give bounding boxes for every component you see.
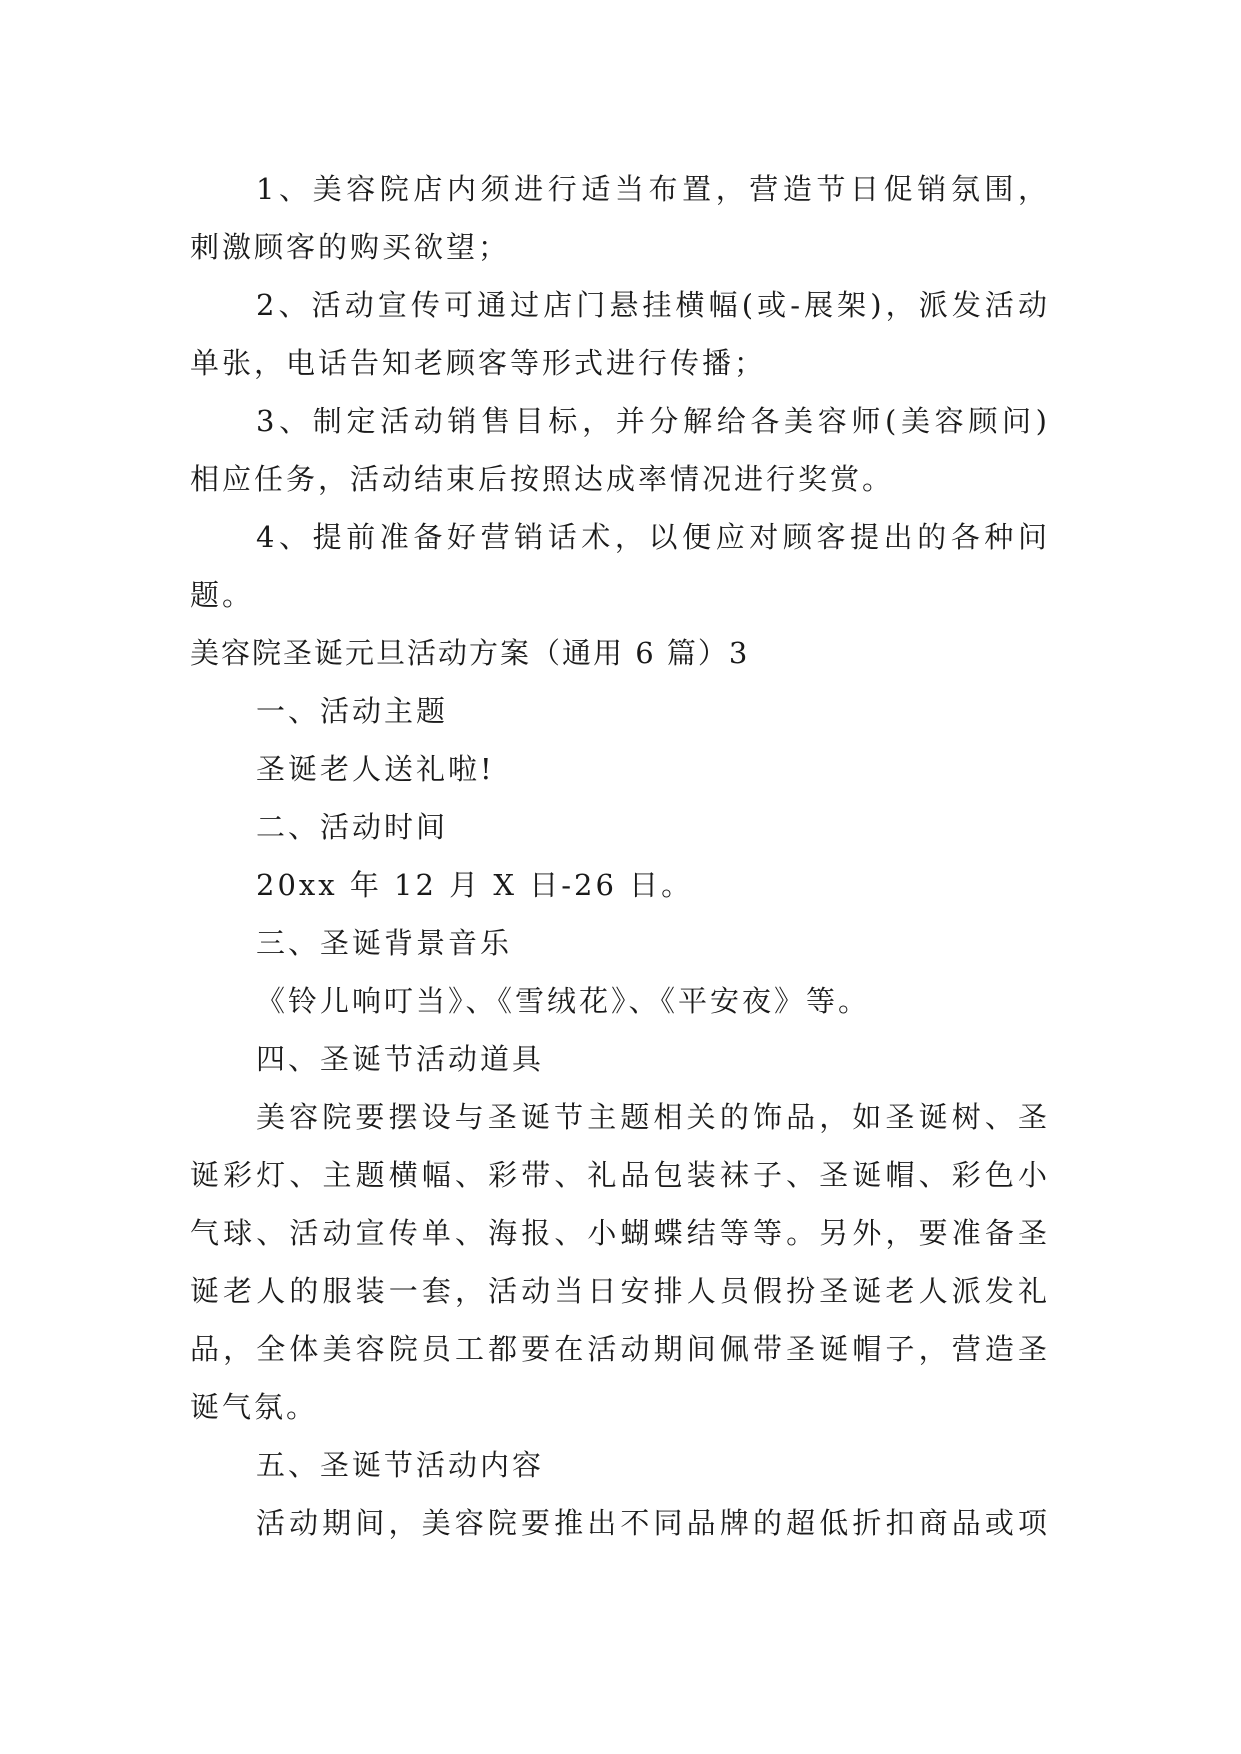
paragraph-line: 品，全体美容院员工都要在活动期间佩带圣诞帽子，营造圣: [190, 1332, 1050, 1366]
paragraph-line: 《铃儿响叮当》、《雪绒花》、《平安夜》等。: [256, 984, 871, 1018]
section-heading: 一、活动主题: [256, 694, 449, 728]
paragraph-line: 题。: [190, 578, 255, 612]
paragraph-line: 4、提前准备好营销话术，以便应对顾客提出的各种问: [256, 520, 1050, 554]
paragraph-line: 圣诞老人送礼啦!: [256, 752, 495, 786]
section-title: 美容院圣诞元旦活动方案（通用 6 篇）3: [190, 636, 750, 670]
document-body: [190, 160, 1050, 1552]
paragraph-line: 活动期间，美容院要推出不同品牌的超低折扣商品或项: [256, 1506, 1050, 1540]
paragraph-line: 气球、活动宣传单、海报、小蝴蝶结等等。另外，要准备圣: [190, 1216, 1050, 1250]
paragraph-line: 1、美容院店内须进行适当布置，营造节日促销氛围，: [256, 172, 1050, 206]
section-heading: 三、圣诞背景音乐: [256, 926, 513, 960]
paragraph-line: 相应任务，活动结束后按照达成率情况进行奖赏。: [190, 462, 895, 496]
paragraph-line: 20xx 年 12 月 X 日-26 日。: [256, 868, 694, 902]
paragraph-line: 诞老人的服装一套，活动当日安排人员假扮圣诞老人派发礼: [190, 1274, 1050, 1308]
paragraph-line: 诞彩灯、主题横幅、彩带、礼品包装袜子、圣诞帽、彩色小: [190, 1158, 1050, 1192]
section-heading: 四、圣诞节活动道具: [256, 1042, 545, 1076]
paragraph-line: 刺激顾客的购买欲望；: [190, 230, 511, 264]
paragraph-line: 单张，电话告知老顾客等形式进行传播；: [190, 346, 767, 380]
paragraph-line: 2、活动宣传可通过店门悬挂横幅(或-展架)，派发活动: [256, 288, 1050, 322]
paragraph-line: 诞气氛。: [190, 1390, 319, 1424]
paragraph-line: 美容院要摆设与圣诞节主题相关的饰品，如圣诞树、圣: [256, 1100, 1050, 1134]
section-heading: 五、圣诞节活动内容: [256, 1448, 545, 1482]
section-heading: 二、活动时间: [256, 810, 449, 844]
paragraph-line: 3、制定活动销售目标，并分解给各美容师(美容顾问): [256, 404, 1050, 438]
